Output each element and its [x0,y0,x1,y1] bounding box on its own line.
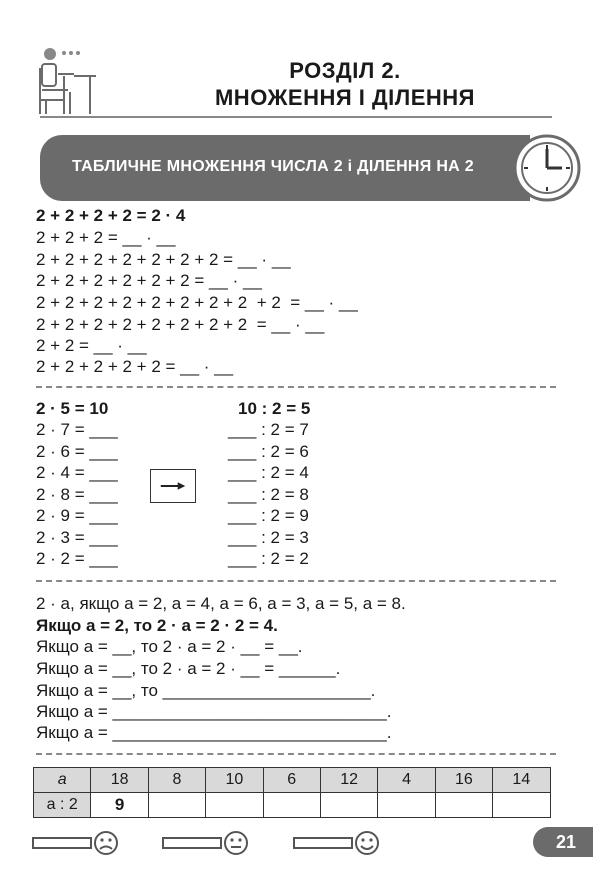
table-cell[interactable] [148,793,205,818]
arrow-box [150,469,196,503]
right-arrow-icon [151,470,195,502]
table-cell: 6 [263,768,320,793]
chapter-title: РОЗДІЛ 2. [289,58,401,83]
div-line: ___ : 2 = 4 [228,463,309,482]
expression-line: Якщо а = __, то 2 · а = 2 · __ = ______. [36,659,341,678]
table-cell[interactable] [378,793,435,818]
topic-banner-text: ТАБЛИЧНЕ МНОЖЕННЯ ЧИСЛА 2 і ДІЛЕННЯ НА 2 [72,158,474,175]
div-line: ___ : 2 = 7 [228,420,309,439]
table-row [34,768,551,793]
sum-exercise-line: 2 + 2 + 2 + 2 + 2 + 2 = __ · __ [36,271,262,290]
table-cell: 4 [378,768,435,793]
sum-exercise-line: 2 + 2 + 2 + 2 + 2 + 2 + 2 = __ · __ [36,250,291,269]
table-cell[interactable] [435,793,492,818]
table-cell: 12 [320,768,377,793]
mult-line: 2 · 6 = ___ [36,442,118,461]
mult-line: 2 · 4 = ___ [36,463,118,482]
neutral-face-icon[interactable] [162,829,252,857]
sad-face-icon[interactable] [32,829,122,857]
expression-line: Якщо а = _____________________________. [36,702,392,721]
table-cell[interactable] [320,793,377,818]
happy-face-icon[interactable] [293,829,383,857]
division-table [33,767,551,818]
page-number: 21 [533,827,593,857]
mult-line: 2 · 8 = ___ [36,485,118,504]
expression-example: Якщо а = 2, то 2 · а = 2 · 2 = 4. [36,616,278,635]
table-cell: 10 [206,768,263,793]
mult-line: 2 · 2 = ___ [36,549,118,568]
mult-example: 2 · 5 = 10 [36,399,109,418]
div-line: ___ : 2 = 3 [228,528,309,547]
table-cell: 18 [91,768,148,793]
table-row [34,793,551,818]
header-divider [40,116,552,118]
div-line: ___ : 2 = 2 [228,549,309,568]
sum-exercise-line: 2 + 2 = __ · __ [36,336,147,355]
div-line: ___ : 2 = 9 [228,506,309,525]
div-line: ___ : 2 = 6 [228,442,309,461]
table-header-cell: а : 2 [34,793,91,818]
expression-line: Якщо а = _____________________________. [36,723,392,742]
expression-line: Якщо а = __, то 2 · а = 2 · __ = __. [36,637,303,656]
mult-line: 2 · 3 = ___ [36,528,118,547]
table-cell: 8 [148,768,205,793]
sum-example: 2 + 2 + 2 + 2 = 2 · 4 [36,206,186,225]
section-divider [36,753,556,755]
table-cell[interactable] [263,793,320,818]
mult-line: 2 · 9 = ___ [36,506,118,525]
table-cell: 16 [435,768,492,793]
sum-exercise-line: 2 + 2 + 2 + 2 + 2 + 2 + 2 + 2 = __ · __ [36,315,325,334]
expression-line: Якщо а = __, то ______________________. [36,681,376,700]
table-cell[interactable] [206,793,263,818]
sum-exercise-line: 2 + 2 + 2 + 2 + 2 + 2 + 2 + 2 + 2 = __ · __ [36,293,358,312]
div-example: 10 : 2 = 5 [238,399,311,418]
mult-line: 2 · 7 = ___ [36,420,118,439]
expression-task: 2 · а, якщо а = 2, а = 4, а = 6, а = 3, а = 5, а = 8. [36,594,406,613]
student-at-desk-icon [34,44,104,116]
section-divider [36,580,556,582]
table-cell: 9 [91,793,148,818]
div-line: ___ : 2 = 8 [228,485,309,504]
sum-exercise-line: 2 + 2 + 2 + 2 + 2 = __ · __ [36,357,234,376]
table-header-cell: а [34,768,91,793]
clock-icon [512,133,582,203]
sum-exercise-line: 2 + 2 + 2 = __ · __ [36,228,176,247]
section-divider [36,386,556,388]
table-cell: 14 [493,768,550,793]
chapter-subtitle: МНОЖЕННЯ І ДІЛЕННЯ [214,85,475,110]
table-cell[interactable] [493,793,550,818]
